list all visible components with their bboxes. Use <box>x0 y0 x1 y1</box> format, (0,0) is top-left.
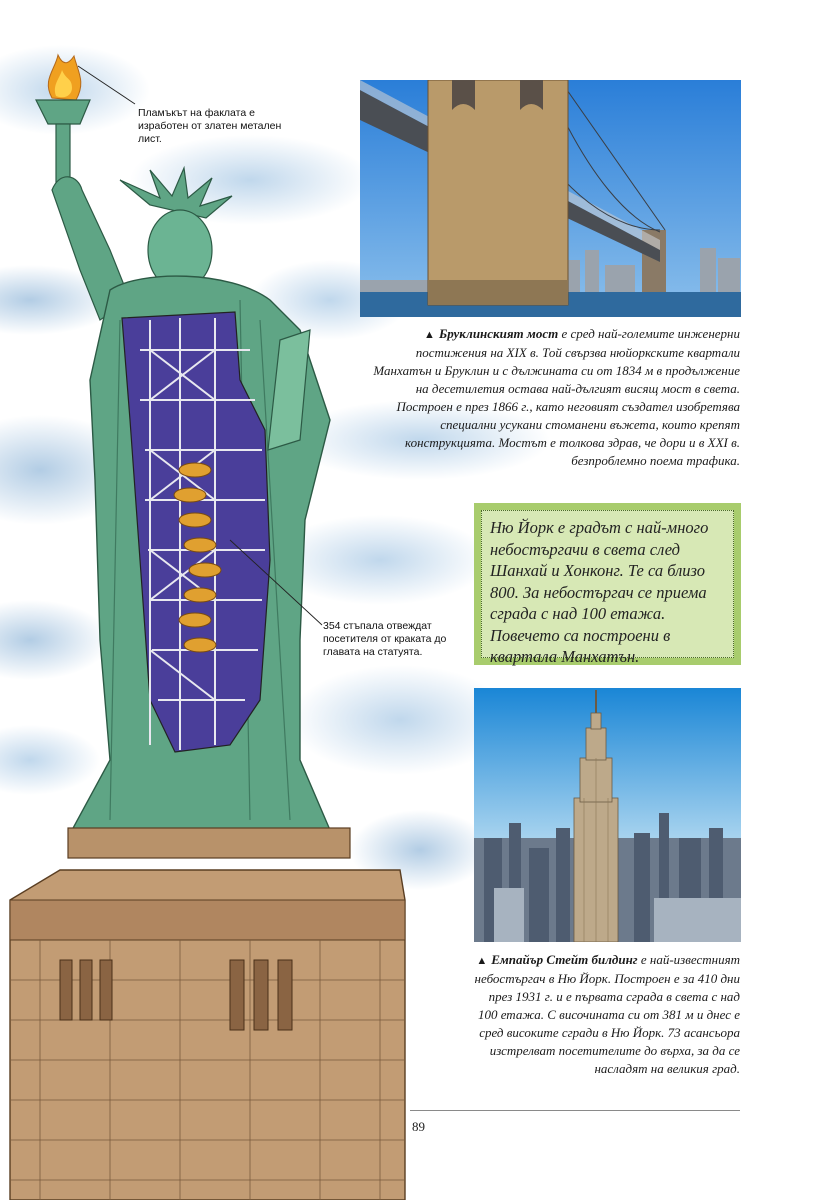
brooklyn-bridge-photo <box>360 80 741 317</box>
fact-box-text: Ню Йорк е градът с най-много небостъргачи в света след Шанхай и Хонконг. Те са близо 800. За небостъргач се приема сграда с над 100 етажа. Повечето са построени в квартала Манхатън. <box>481 510 734 658</box>
empire-state-building-image <box>474 688 741 942</box>
empire-state-building-photo <box>474 688 741 942</box>
fact-box <box>474 503 741 665</box>
callout-torch-flame: Пламъкът на факлата е изработен от златен метален лист. <box>138 107 282 145</box>
caption-text: е най-известният небостъргач в Ню Йорк. Построен е за 410 дни през 1931 г. и е първата сграда в света с над 100 етажа. С височината си от 381 м и днес е сред високите сгради в Ню Йорк. 73 асансьора изстрелват посетителите до върха, за да се насладят на великия град. <box>474 952 740 1076</box>
empire-state-building-caption <box>470 951 740 1078</box>
triangle-marker-icon: ▲ <box>476 955 488 967</box>
footer-rule <box>410 1110 740 1111</box>
page-number: 89 <box>412 1119 425 1134</box>
triangle-marker-icon: ▲ <box>424 329 435 341</box>
brooklyn-bridge-image <box>360 80 741 317</box>
brooklyn-bridge-caption <box>364 325 740 470</box>
caption-text: е сред най-големите инженерни постижения на XIX в. Той свързва нюйоркските квартали Манхатън и Бруклин и с дължината си от 1834 м в продължение на десетилетия остава най-дългият висящ мост в света. Построен е през 1866 г., като неговият създател изобретява специални усукани стоманени въжета, които крепят конструкцията. Мостът е толкова здрав, че дори и в XXI в. безпроблемно поема трафика. <box>373 326 740 468</box>
caption-bold-title: Бруклинският мост <box>438 326 559 341</box>
callout-stairs: 354 стъпала отвеждат посетителя от краката до главата на статуята. <box>323 620 447 658</box>
caption-bold-title: Емпайър Стейт билдинг <box>491 952 638 967</box>
